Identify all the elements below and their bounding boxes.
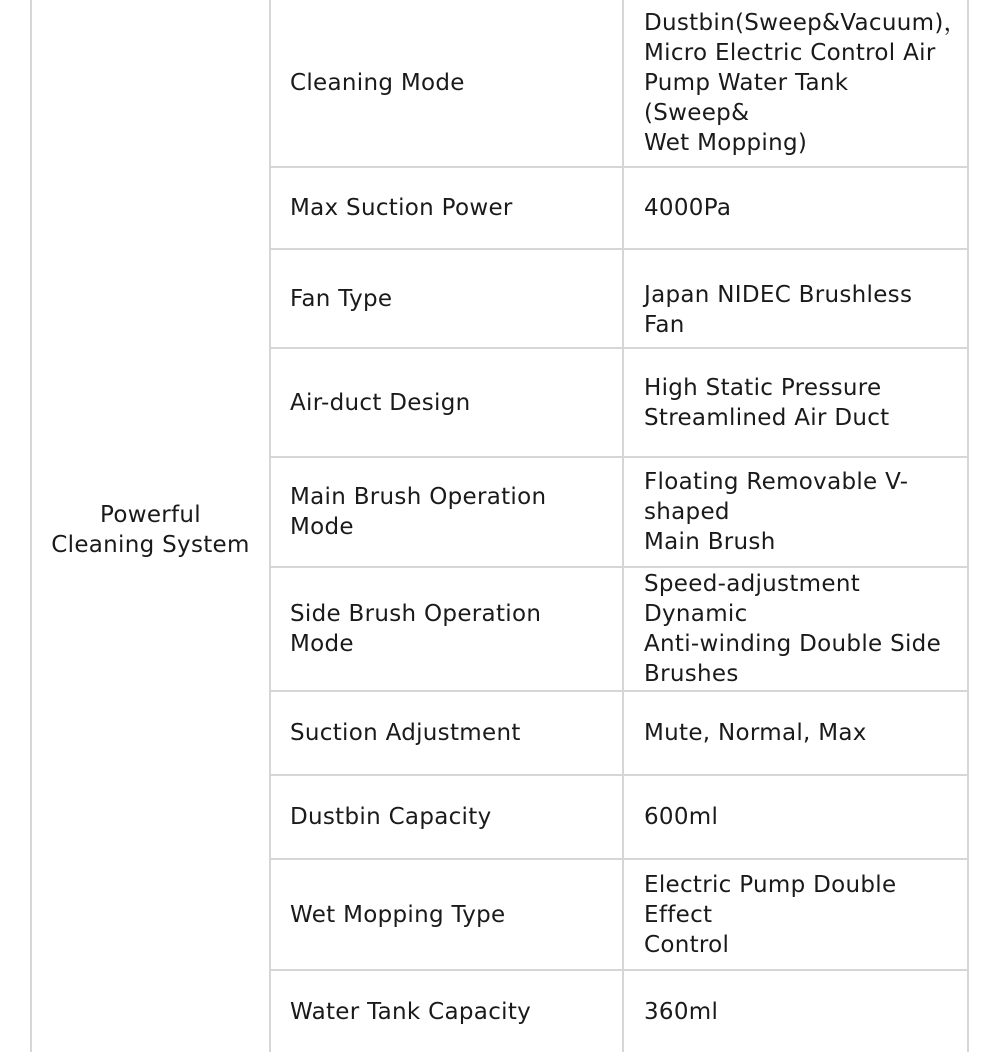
table-row	[31, 0, 968, 167]
value-label: 4000Pa	[644, 195, 732, 221]
property-label: Side Brush Operation Mode	[290, 601, 542, 657]
property-label: Cleaning Mode	[290, 70, 465, 96]
property-cell	[270, 0, 623, 167]
value-label: 600ml	[644, 804, 719, 830]
property-cell	[270, 348, 623, 457]
value-cell	[623, 859, 968, 970]
value-cell	[623, 691, 968, 775]
property-label: Max Suction Power	[290, 195, 513, 221]
value-label: Speed-adjustment Dynamic Anti-winding Double Side Brushes	[644, 571, 942, 687]
property-cell	[270, 167, 623, 249]
property-label: Water Tank Capacity	[290, 998, 532, 1025]
value-cell	[623, 167, 968, 249]
value-cell	[623, 0, 968, 167]
value-label: Dustbin(Sweep&Vacuum)， Micro Electric Control Air Pump Water Tank (Sweep& Wet Mopping)	[644, 10, 967, 156]
value-cell	[623, 249, 968, 348]
value-label: High Static Pressure Streamlined Air Duct	[644, 374, 890, 431]
value-label: Mute, Normal, Max	[644, 720, 867, 746]
value-cell	[623, 457, 968, 567]
group-label: Powerful Cleaning System	[51, 501, 250, 558]
value-label: Electric Pump Double Effect Control	[644, 871, 897, 958]
value-cell	[623, 348, 968, 457]
group-cell	[31, 0, 270, 1052]
property-label: Air-duct Design	[290, 389, 471, 416]
value-cell	[623, 567, 968, 691]
property-cell	[270, 859, 623, 970]
property-label: Fan Type	[290, 285, 393, 312]
value-label: 360ml	[644, 998, 719, 1025]
property-cell	[270, 567, 623, 691]
value-cell	[623, 775, 968, 859]
property-cell	[270, 691, 623, 775]
property-label: Wet Mopping Type	[290, 901, 506, 928]
property-label: Dustbin Capacity	[290, 804, 492, 830]
property-cell	[270, 775, 623, 859]
value-label: Floating Removable V-shaped Main Brush	[644, 469, 909, 555]
property-label: Suction Adjustment	[290, 720, 521, 746]
spec-table	[30, 0, 969, 1052]
value-cell	[623, 970, 968, 1052]
property-label: Main Brush Operation Mode	[290, 484, 547, 540]
property-cell	[270, 970, 623, 1052]
value-label: Japan NIDEC Brushless Fan	[644, 282, 913, 338]
property-cell	[270, 457, 623, 567]
property-cell	[270, 249, 623, 348]
